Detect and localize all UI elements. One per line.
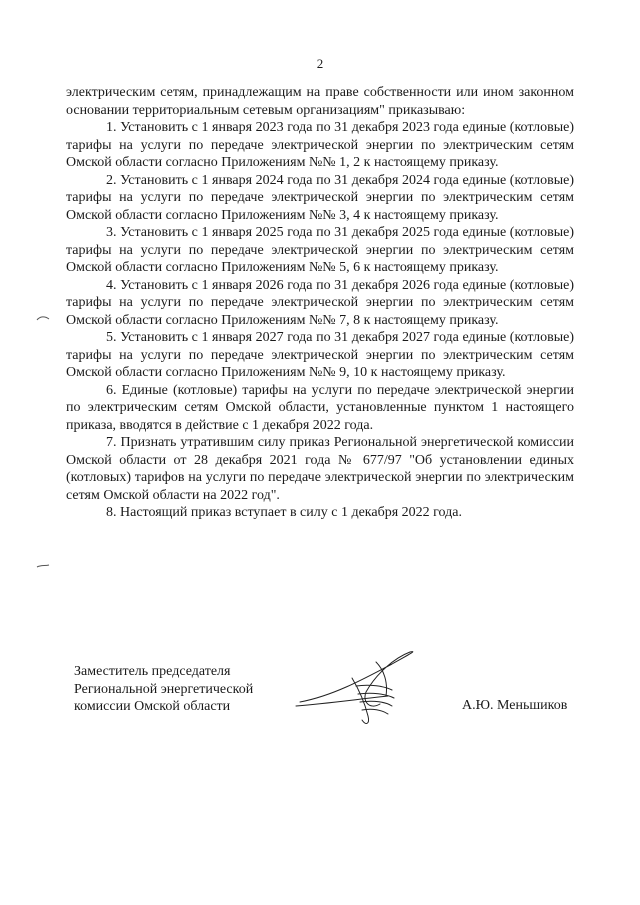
intro-paragraph: электрическим сетям, принадлежащим на праве собственности или ином законном основании территориальным сетевым организациям" приказываю:: [66, 85, 574, 118]
order-item-1: 1. Установить с 1 января 2023 года по 31 декабря 2023 года единые (котловые) тарифы на услуги по передаче электрической энергии по электрическим сетям Омской области согласно Приложениям №№ 1, 2 к настоящему приказу.: [66, 120, 574, 170]
margin-mark-1: [36, 314, 50, 322]
order-item-2: 2. Установить с 1 января 2024 года по 31 декабря 2024 года единые (котловые) тарифы на услуги по передаче электрической энергии по электрическим сетям Омской области согласно Приложениям №№ 3, 4 к настоящему приказу.: [66, 172, 574, 223]
signatory-title-line-1: Заместитель председателя: [74, 664, 231, 679]
signatory-title: [74, 663, 274, 716]
order-item-7: 7. Признать утратившим силу приказ Региональной энергетической комиссии Омской области от 28 декабря 2021 года № 677/97 "Об установлении единых (котловых) тарифов на услуги по передаче электрической энергии по электрическим сетям Омской области на 2022 год".: [66, 435, 574, 503]
page-number: 2: [316, 56, 324, 71]
order-item-8: 8. Настоящий приказ вступает в силу с 1 декабря 2022 года.: [106, 505, 462, 520]
order-item-6: 6. Единые (котловые) тарифы на услуги по передаче электрической энергии по электрическим сетям Омской области, установленные пунктом 1 настоящего приказа, вводятся в действие с 1 декабря 2022 года.: [66, 382, 574, 433]
handwritten-signature: [292, 640, 432, 730]
order-item-5: 5. Установить с 1 января 2027 года по 31 декабря 2027 года единые (котловые) тарифы на услуги по передаче электрической энергии по электрическим сетям Омской области согласно Приложениям №№ 9, 10 к настоящему приказу.: [66, 330, 574, 380]
order-item-3: 3. Установить с 1 января 2025 года по 31 декабря 2025 года единые (котловые) тарифы на услуги по передаче электрической энергии по электрическим сетям Омской области согласно Приложениям №№ 5, 6 к настоящему приказу.: [66, 225, 574, 275]
signatory-title-line-2: Региональной энергетической: [74, 681, 254, 697]
signatory-title-line-3: комиссии Омской области: [74, 699, 231, 714]
order-item-4: 4. Установить с 1 января 2026 года по 31 декабря 2026 года единые (котловые) тарифы на услуги по передаче электрической энергии по электрическим сетям Омской области согласно Приложениям №№ 7, 8 к настоящему приказу.: [66, 277, 574, 328]
margin-mark-2: [36, 562, 50, 570]
signatory-name: А.Ю. Меньшиков: [462, 698, 568, 713]
document-body: [66, 84, 574, 522]
